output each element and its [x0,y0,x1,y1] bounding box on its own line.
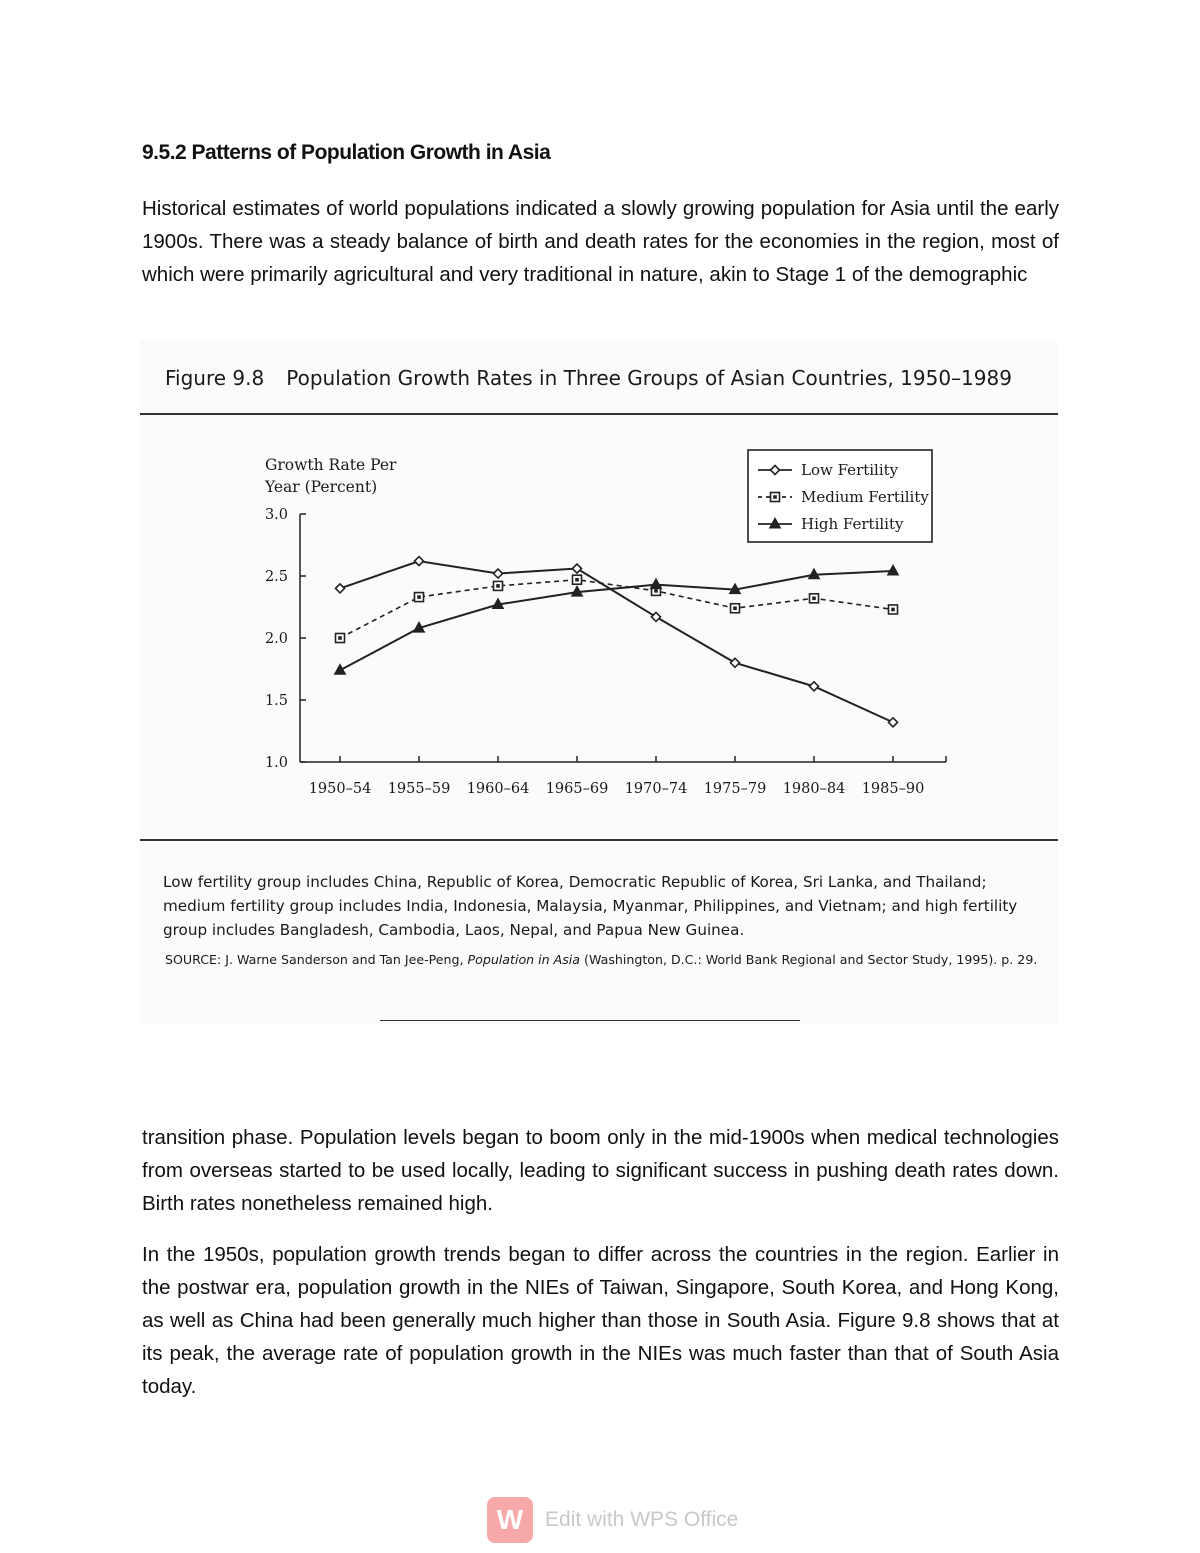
series-low-fertility [336,557,898,727]
square-marker [336,634,345,643]
square-marker [573,575,582,584]
figure-source [165,952,1045,967]
y-tick-label: 1.5 [264,693,288,709]
square-marker [889,605,898,614]
diamond-marker [573,564,582,573]
section-heading: 9.5.2 Patterns of Population Growth in Asia [142,141,551,164]
diamond-marker [889,718,898,727]
square-marker [494,581,503,590]
series-line [340,561,893,722]
chart-series [335,557,899,727]
diamond-marker [652,612,661,621]
chart-legend [748,450,932,542]
source-prefix: SOURCE: J. Warne Sanderson and Tan Jee-Peng, [165,952,464,967]
figure-9-8 [140,340,1058,1025]
paragraph-transition: transition phase. Population levels began to boom only in the mid-1900s when medical technologies from overseas started to be used locally, leading to significant success in pushing death rates down. Birth rates nonetheless remained high. [142,1126,1059,1215]
x-tick-label: 1980–84 [782,781,846,797]
diamond-marker [336,584,345,593]
legend-label: High Fertility [801,515,904,533]
y-tick-label: 2.5 [264,569,288,585]
figure-end-rule [380,1020,800,1021]
wps-badge-label: Edit with WPS Office [545,1508,739,1531]
legend-label: Medium Fertility [801,488,929,506]
x-tick-label: 1955–59 [387,781,451,797]
series-line [340,571,893,670]
square-marker [810,594,819,603]
square-marker [771,493,780,502]
line-chart [140,430,1058,880]
diamond-marker [494,569,503,578]
x-tick-label: 1975–79 [703,781,767,797]
diamond-marker [810,682,819,691]
x-tick-label: 1970–74 [624,781,688,797]
source-suffix: (Washington, D.C.: World Bank Regional and Sector Study, 1995). p. 29. [584,952,1038,967]
diamond-marker [415,557,424,566]
chart-axes [265,507,946,797]
x-tick-label: 1985–90 [861,781,925,797]
wps-logo-icon: W [487,1497,533,1543]
figure-bottom-rule [140,839,1058,841]
diamond-marker [731,658,740,667]
paragraph-intro: Historical estimates of world populations indicated a slowly growing population for Asia until the early 1900s. There was a steady balance of birth and death rates for the economies in the region, most of which were primarily agricultural and very traditional in nature, akin to Stage 1 of the demographic [142,197,1059,286]
y-axis-label-line1: Growth Rate Per [265,456,397,474]
figure-top-rule [140,413,1058,415]
figure-title [165,366,1012,390]
source-title: Population in Asia [467,952,581,967]
series-high-fertility [335,565,899,674]
triangle-marker [888,565,899,575]
y-tick-label: 3.0 [264,507,288,523]
paragraph-1950s: In the 1950s, population growth trends began to differ across the countries in the region. Earlier in the postwar era, population growth in the NIEs of Taiwan, Singapore, South Korea, and Hong Kong, as well as China had been generally much higher than those in South Asia. Figure 9.8 shows that at its peak, the average rate of population growth in the NIEs was much faster than that of South Asia today. [142,1243,1059,1398]
figure-title-text: Population Growth Rates in Three Groups of Asian Countries, 1950–1989 [286,366,1012,390]
x-tick-label: 1960–64 [466,781,530,797]
x-tick-label: 1950–54 [308,781,372,797]
x-tick-label: 1965–69 [545,781,609,797]
figure-number: Figure 9.8 [165,366,265,390]
figure-caption: Low fertility group includes China, Republic of Korea, Democratic Republic of Korea, Sri Lanka, and Thailand; medium fertility group includes India, Indonesia, Malaysia, Myanmar, Philippines, and Vietnam; and high fertility group includes Bangladesh, Cambodia, Laos, Nepal, and Papua New Guinea. [163,873,1018,939]
y-tick-label: 2.0 [264,631,288,647]
y-axis-label-line2: Year (Percent) [265,478,378,496]
legend-label: Low Fertility [801,461,899,479]
square-marker [731,604,740,613]
square-marker [415,593,424,602]
y-tick-label: 1.0 [264,755,288,771]
triangle-marker [651,579,662,589]
wps-office-badge[interactable] [487,1497,738,1543]
